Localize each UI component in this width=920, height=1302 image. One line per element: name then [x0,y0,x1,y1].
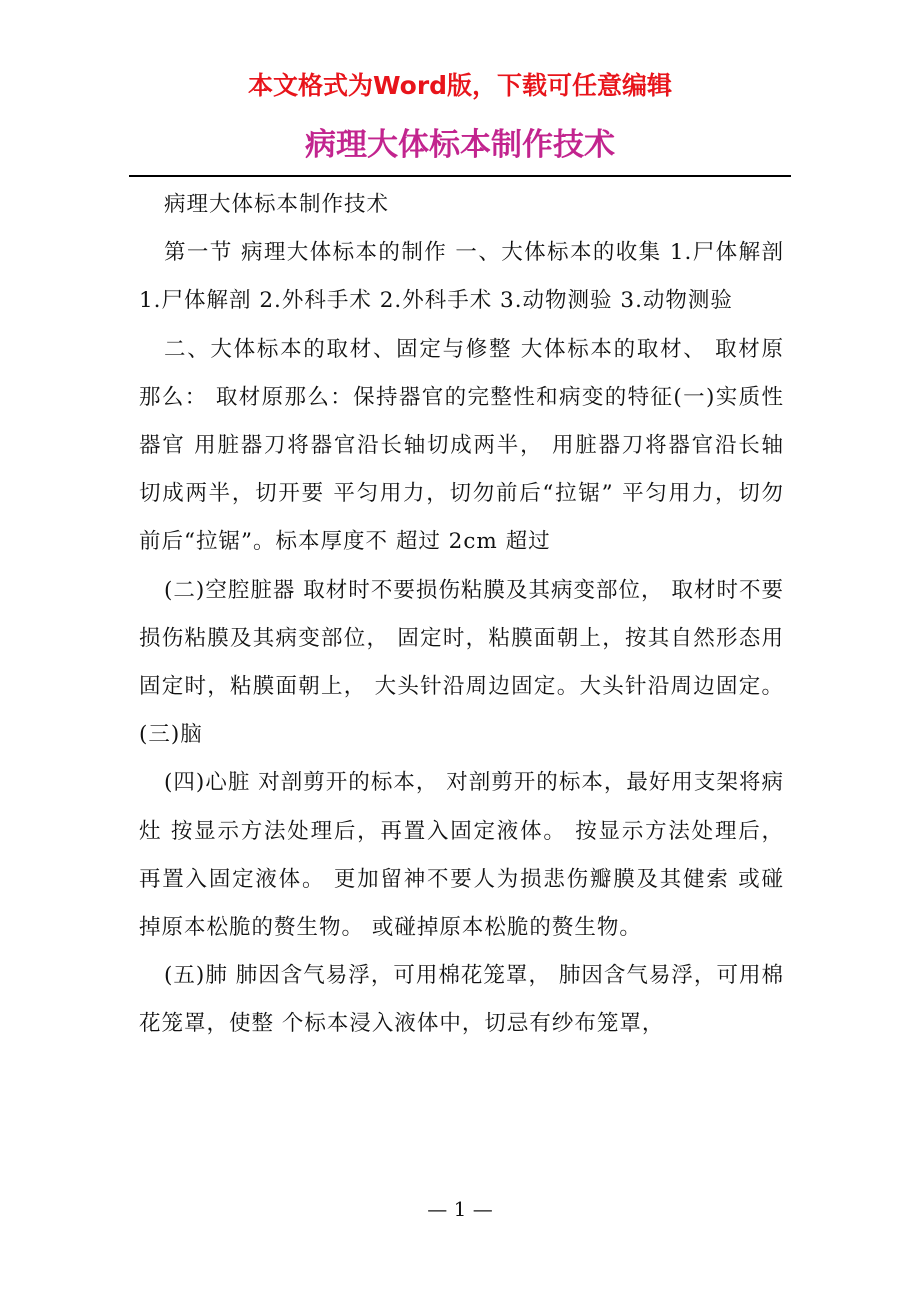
download-notice: 本文格式为Word版，下载可任意编辑 [247,71,673,100]
body-paragraph: (二)空腔脏器 取材时不要损伤粘膜及其病变部位， 取材时不要损伤粘膜及其病变部位， 固定时，粘膜面朝上，按其自然形态用 固定时，粘膜面朝上， 大头针沿周边固定。大头针沿周边固定。 (三)脑 [139,577,784,748]
page-number: — 1 — [427,1197,493,1221]
title-divider [129,175,791,177]
body-paragraph: 二、大体标本的取材、固定与修整 大体标本的取材、 取材原那么： 取材原那么：保持器官的完整性和病变的特征(一)实质性器官 用脏器刀将器官沿长轴切成两半， 用脏器刀将器官沿长轴切成两半，切开要 平匀用力，切勿前后“拉锯” 平匀用力，切勿前后“拉锯”。标本厚度不 超过 2cm 超过 [139,336,784,555]
document-body [139,181,784,1049]
body-paragraph: 病理大体标本制作技术 [164,192,390,217]
document-title: 病理大体标本制作技术 [305,127,615,163]
body-paragraph: (四)心脏 对剖剪开的标本， 对剖剪开的标本，最好用支架将病灶 按显示方法处理后，再置入固定液体。 按显示方法处理后，再置入固定液体。 更加留神不要人为损悲伤瓣膜及其健索 或碰掉原本松脆的赘生物。 或碰掉原本松脆的赘生物。 [139,770,784,941]
body-paragraph: 第一节 病理大体标本的制作 一、大体标本的收集 1.尸体解剖 1.尸体解剖 2.外科手术 2.外科手术 3.动物测验 3.动物测验 [139,240,784,314]
body-paragraph: (五)肺 肺因含气易浮，可用棉花笼罩， 肺因含气易浮，可用棉花笼罩，使整 个标本浸入液体中，切忌有纱布笼罩， [139,963,784,1037]
